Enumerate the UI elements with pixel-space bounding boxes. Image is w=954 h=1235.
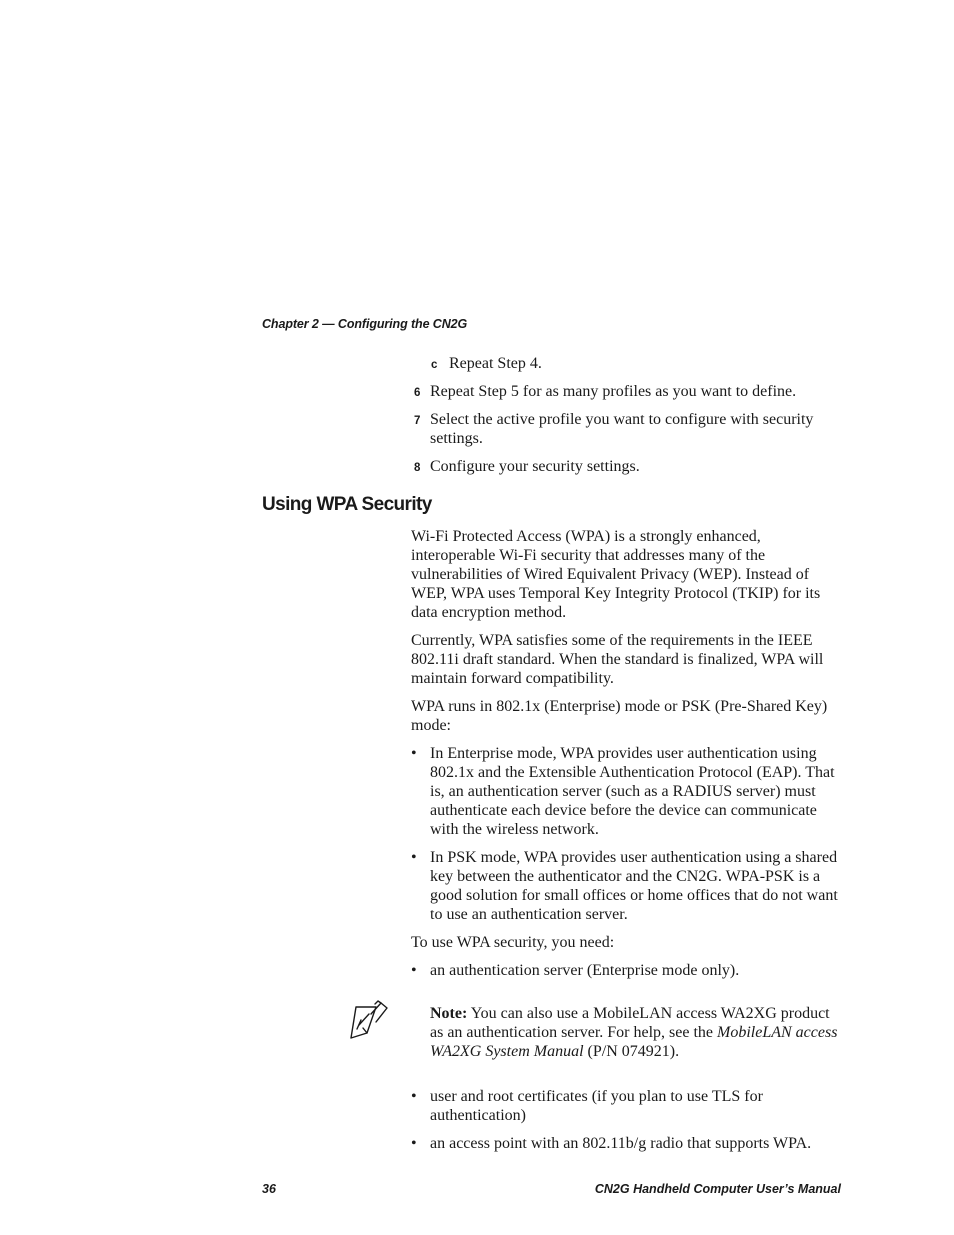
step-number: 6: [414, 387, 421, 399]
bullet-item: [411, 1087, 841, 1125]
note-manual-title: MobileLAN access WA2XG System Manual: [430, 1024, 838, 1060]
step-item: [411, 410, 841, 448]
note-label: Note:: [430, 1005, 468, 1022]
bullet-text: In PSK mode, WPA provides user authentication using a shared key between the authenticator and the CN2G. WPA-PSK is a good solution for small offices or home offices that do not want to use an authentication server.: [430, 849, 838, 923]
step-number: c: [431, 359, 438, 371]
bullet-item: [411, 1134, 841, 1153]
step-item: [411, 382, 841, 401]
section-heading: Using WPA Security: [262, 494, 432, 515]
step-text: Repeat Step 4.: [449, 355, 542, 372]
step-list: [411, 354, 841, 485]
step-number: 7: [414, 415, 421, 427]
bullet-glyph: •: [411, 745, 417, 762]
running-head: Chapter 2 — Configuring the CN2G: [262, 317, 468, 331]
bullet-item: [411, 848, 841, 924]
step-text: Repeat Step 5 for as many profiles as you want to define.: [430, 383, 797, 400]
bullet-text: an authentication server (Enterprise mode only).: [430, 962, 740, 979]
bullet-text: an access point with an 802.11b/g radio that supports WPA.: [430, 1135, 812, 1152]
page-number: 36: [262, 1182, 276, 1196]
step-number: 8: [414, 462, 421, 474]
paragraph: WPA runs in 802.1x (Enterprise) mode or PSK (Pre-Shared Key) mode:: [411, 698, 828, 734]
note-text: You can also use a MobileLAN access WA2XG product as an authentication server. For help, see the: [430, 1005, 830, 1041]
step-text: Configure your security settings.: [430, 458, 640, 475]
bullet-item: [411, 961, 841, 980]
bullet-glyph: •: [411, 962, 417, 979]
note-text-end: (P/N 074921).: [583, 1043, 680, 1060]
step-item: [411, 457, 841, 476]
paragraph: Wi-Fi Protected Access (WPA) is a strongly enhanced, interoperable Wi-Fi security that addresses many of the vulnerabilities of Wired Equivalent Privacy (WEP). Instead of WEP, WPA uses Temporal Key Integrity Protocol (TKIP) for its data encryption method.: [411, 528, 821, 621]
bullet-glyph: •: [411, 1135, 417, 1152]
step-item: [411, 354, 841, 373]
paragraph: Currently, WPA satisfies some of the requirements in the IEEE 802.11i draft standard. When the standard is finalized, WPA will maintain forward compatibility.: [411, 632, 824, 687]
bullet-text: user and root certificates (if you plan to use TLS for authentication): [430, 1088, 763, 1124]
note-pencil-icon: [347, 998, 389, 1042]
paragraph: To use WPA security, you need:: [411, 934, 615, 951]
section-body: [411, 527, 841, 1162]
step-text: Select the active profile you want to configure with security settings.: [430, 411, 814, 447]
note-block: [411, 1004, 841, 1061]
bullet-glyph: •: [411, 1088, 417, 1105]
bullet-glyph: •: [411, 849, 417, 866]
footer-manual-title: CN2G Handheld Computer User’s Manual: [594, 1182, 841, 1196]
bullet-text: In Enterprise mode, WPA provides user authentication using 802.1x and the Extensible Authentication Protocol (EAP). That is, an authentication server (such as a RADIUS server) must authenticate each device before the device can communicate with the wireless network.: [430, 745, 835, 838]
bullet-item: [411, 744, 841, 839]
